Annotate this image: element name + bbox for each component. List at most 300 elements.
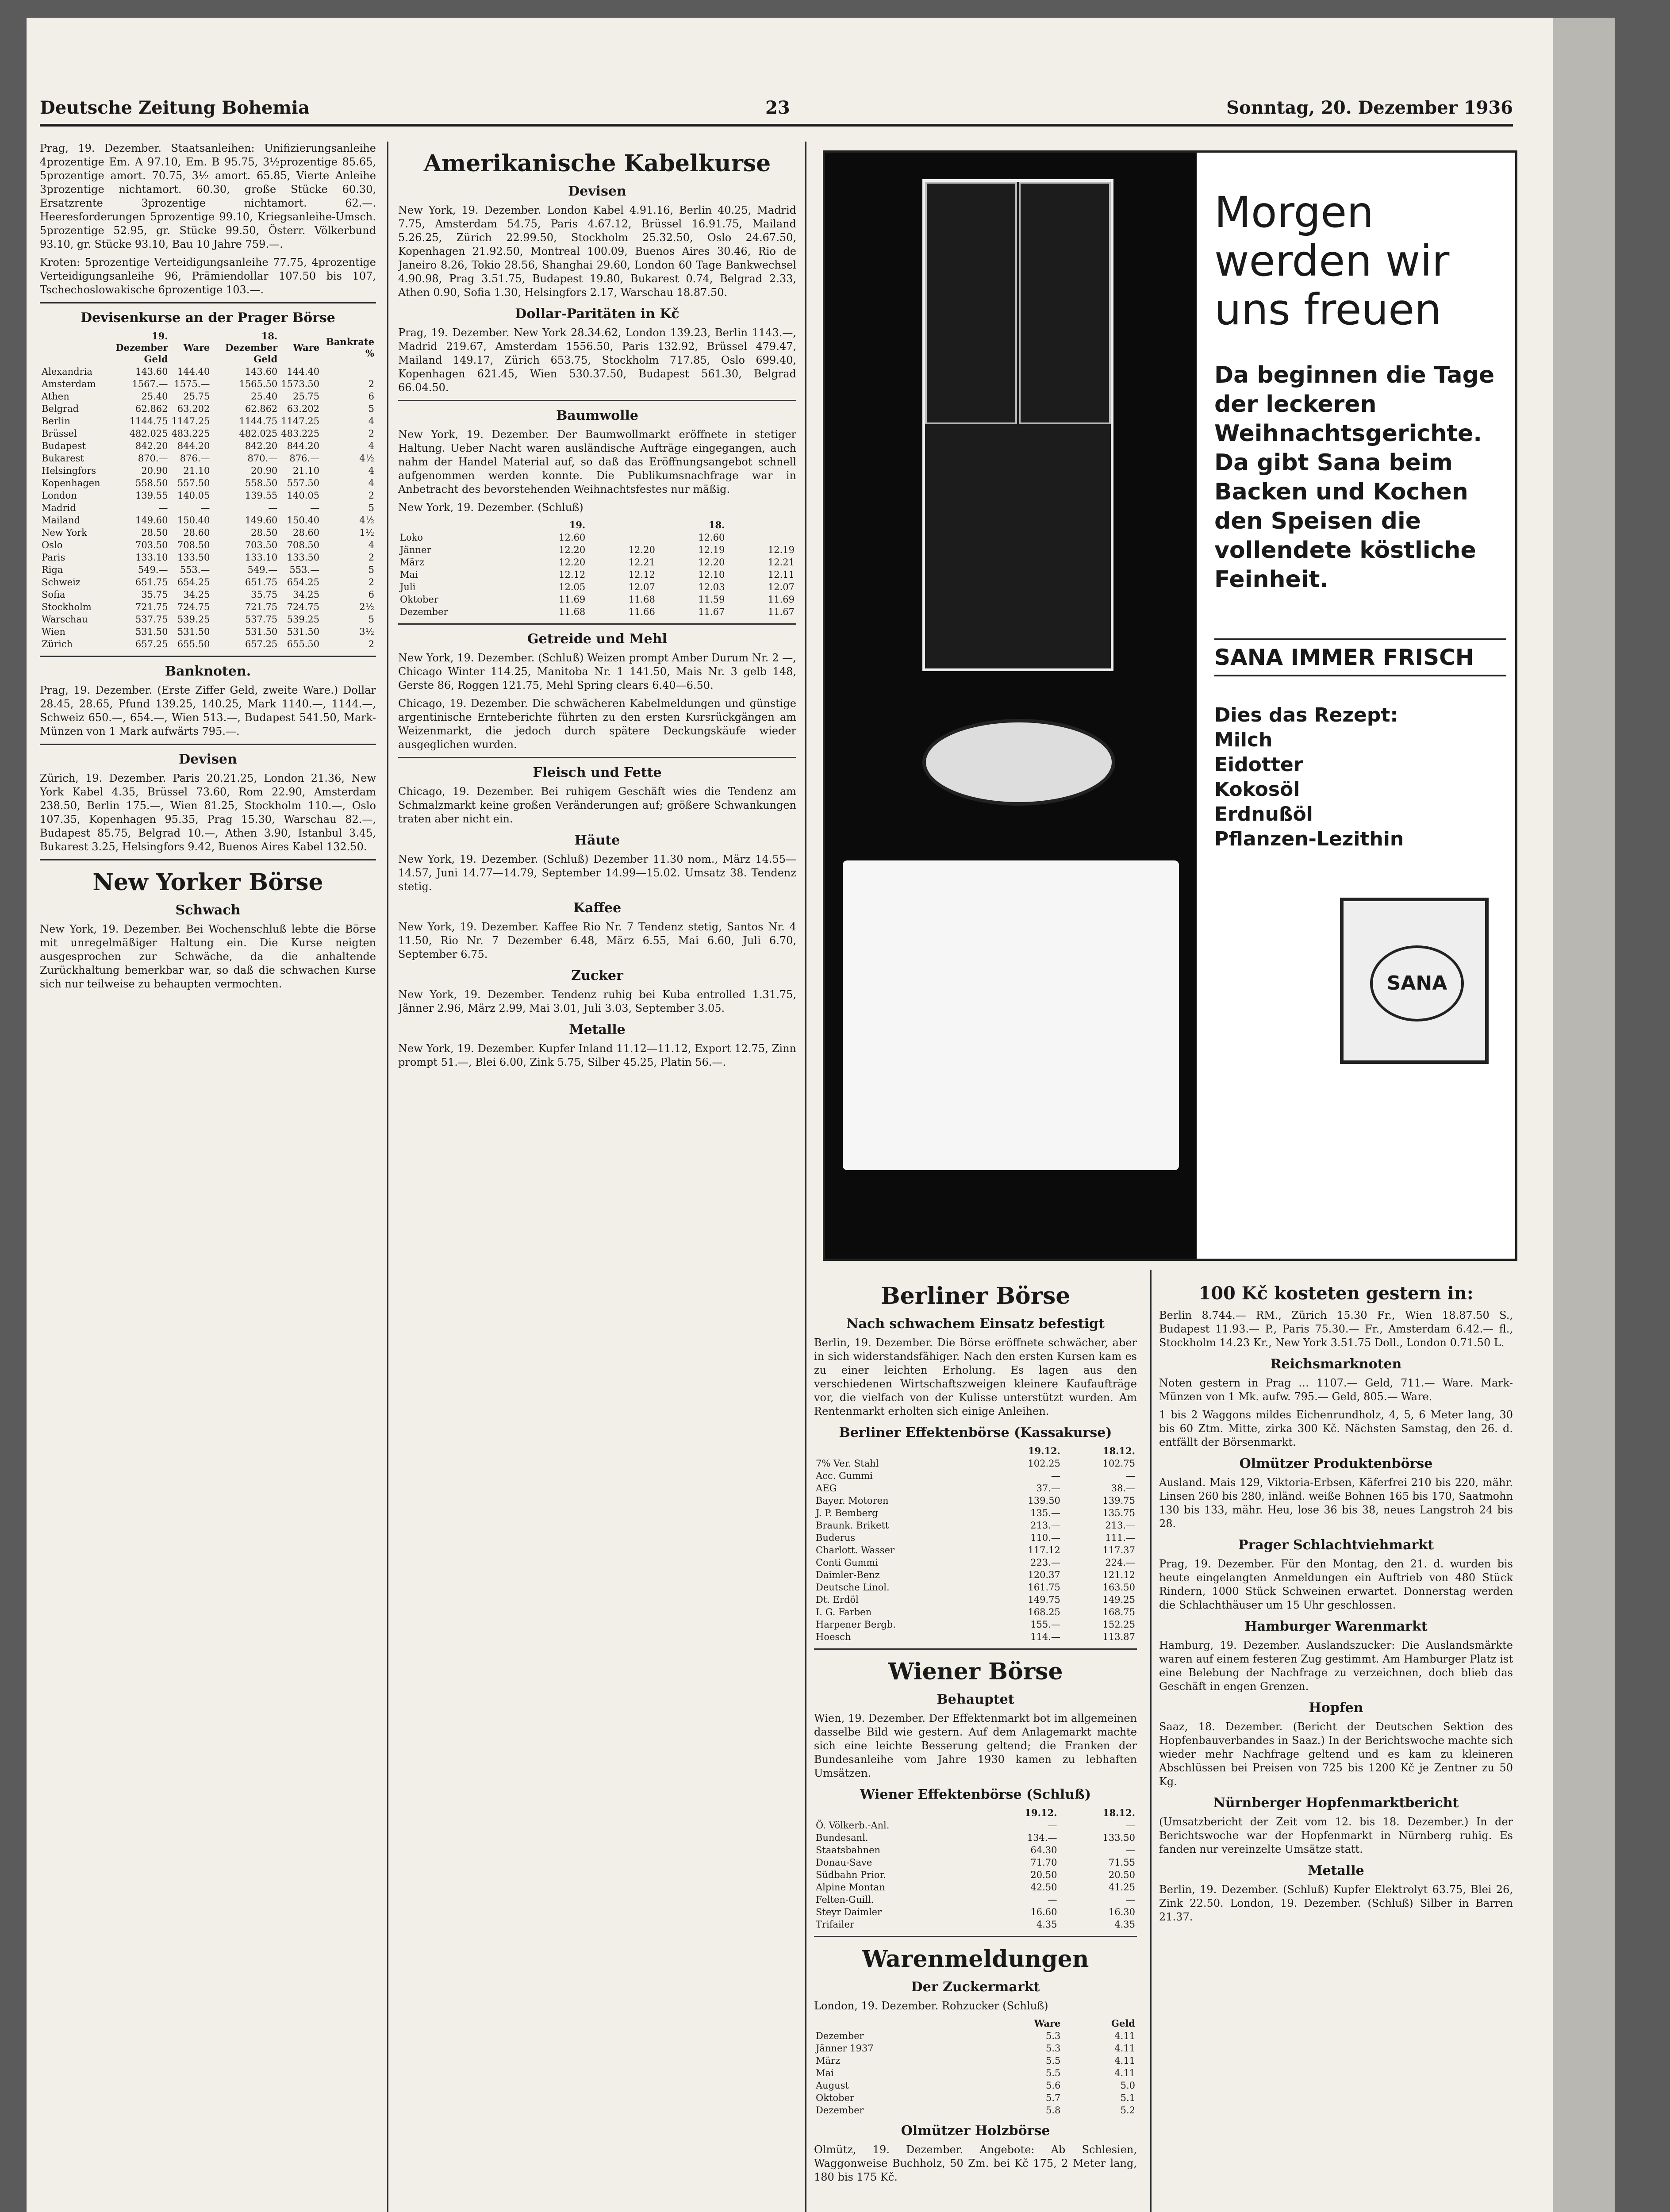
table-cell: 708.50 (287, 540, 320, 550)
table-cell: Donau-Save (816, 1857, 872, 1868)
table-row (40, 638, 376, 650)
column-rule (1150, 1270, 1152, 2212)
table-cell: Juli (400, 582, 416, 592)
table-cell: 657.25 (135, 639, 168, 649)
table-cell: 12.07 (628, 582, 655, 592)
table-cell: August (816, 2080, 849, 2091)
table-row (40, 403, 376, 415)
section-title: Wiener Börse (888, 1658, 1063, 1685)
column-rule (387, 142, 388, 2212)
table-cell: Oktober (400, 594, 438, 605)
table-cell: 224.— (1105, 1557, 1135, 1568)
table-cell: 20.90 (251, 465, 278, 476)
table-cell: 5.5 (1046, 2055, 1061, 2066)
table-cell: 558.50 (245, 478, 278, 488)
table-row (814, 1519, 1137, 1532)
table-cell: 20.90 (141, 465, 168, 476)
table-cell: — (200, 503, 210, 513)
table-cell: — (1048, 1894, 1057, 1905)
table-row (398, 556, 796, 568)
table-row (814, 1569, 1137, 1581)
table-cell: Paris (42, 552, 65, 563)
table-cell: Zürich (42, 639, 73, 649)
table-cell: 140.05 (287, 490, 320, 501)
table-cell: 4 (368, 441, 374, 451)
table-cell: 20.50 (1030, 1870, 1057, 1880)
table-cell: Wien (42, 626, 65, 637)
article-devisen-zuerich: Zürich, 19. Dezember. Paris 20.21.25, London 21.36, New York Kabel 4.35, Brüssel 73.60, Rom 22.90, Amsterdam 238.50, Berlin 175.—, Wien 81.25, Stockholm 110.—, Oslo 107.35, Kopenhagen 95.35, Prag 15.30, Warschau 82.—, Budapest 85.75, Belgrad 10.—, Athen 3.90, Istanbul 3.45, Bukarest 3.25, Helsingfors 9.42, Buenos Aires Kabel 132.50. (40, 772, 376, 853)
table-cell: 844.20 (177, 441, 210, 451)
recipe-item: Milch (1214, 729, 1273, 751)
table-cell: 71.70 (1030, 1857, 1057, 1868)
column-3 (814, 1274, 1137, 2212)
divider (40, 302, 376, 303)
table-cell: 1567.— (132, 379, 168, 389)
table-cell: 25.40 (251, 391, 278, 402)
table-cell: 155.— (1030, 1619, 1060, 1630)
table-cell: 2 (368, 490, 374, 501)
table-cell: Oslo (42, 540, 63, 550)
table-cell: 5.0 (1120, 2080, 1135, 2091)
divider (40, 859, 376, 860)
table-cell: 2 (368, 577, 374, 588)
table-cell: Sofia (42, 589, 65, 600)
table-cell: 63.202 (177, 403, 210, 414)
table-cell: 12.07 (768, 582, 795, 592)
table-cell: 152.25 (1102, 1619, 1135, 1630)
table-cell: März (816, 2055, 841, 2066)
table-row (814, 1906, 1137, 1918)
table-cell: 2 (368, 552, 374, 563)
article-staatsanleihen: Prag, 19. Dezember. Staatsanleihen: Unifizierungsanleihe 4prozentige Em. A 97.10, Em. B 95.75, 3½prozentige 85.65, 5prozentige amort. 70.75, 3½ amort. 65.85, Vierte Anleihe 3prozentige nichtamort. 60.30, große Stücke 60.30, Ersatzrente 3prozentige nichtamort. 62.—. Heeresforderungen 5prozentige 99.10, Kriegsanleihe-Umsch. 5prozentige 52.95, gr. Stücke 99.50, Österr. Völkerbund 93.10, gr. Stücke 93.10, Bau 10 Jahre 759.—. (40, 142, 376, 250)
table-header-cell: Ware (183, 342, 210, 353)
issue-date: Sonntag, 20. Dezember 1936 (1226, 97, 1513, 118)
table-cell: 4.35 (1036, 1919, 1057, 1930)
section-title: Kaffee (573, 900, 622, 916)
section-title: Warenmeldungen (862, 1946, 1089, 1973)
table-cell: 4.11 (1114, 2031, 1135, 2041)
table-cell: 12.12 (559, 569, 586, 580)
table-cell: 64.30 (1030, 1845, 1057, 1855)
table-header-cell (814, 1445, 987, 1457)
table-cell: 655.50 (287, 639, 320, 649)
table-cell: 1147.25 (281, 416, 320, 426)
table-cell: 842.20 (245, 441, 278, 451)
table-cell: — (268, 503, 278, 513)
table-cell: 2 (368, 428, 374, 439)
sana-advertisement (823, 150, 1517, 1261)
divider (398, 623, 796, 625)
table-cell: 557.50 (287, 478, 320, 488)
article-metalle-berlin: Berlin, 19. Dezember. (Schluß) Kupfer Elektrolyt 63.75, Blei 26, Zink 22.50. London, 19. Dezember. (Schluß) Silber in Barren 21.37. (1159, 1883, 1513, 1923)
table-row (814, 1832, 1137, 1844)
table-cell: 842.20 (135, 441, 168, 451)
article-kosteten: Berlin 8.744.— RM., Zürich 15.30 Fr., Wien 18.87.50 S., Budapest 11.93.— P., Paris 75.30.— Fr., Amsterdam 6.42.— fl., Stockholm 14.23 Kr., New York 3.51.75 Doll., London 0.71.50 L. (1159, 1309, 1513, 1349)
table-row (814, 1494, 1137, 1507)
table-row (40, 502, 376, 514)
table-cell: 549.— (247, 565, 278, 575)
table-row (398, 568, 796, 581)
table-cell: Trifailer (816, 1919, 854, 1930)
ad-recipe (1214, 703, 1506, 852)
table-cell: New York (42, 527, 87, 538)
table-cell: Helsingfors (42, 465, 96, 476)
table-cell: 163.50 (1102, 1582, 1135, 1593)
article-nuernberg: (Umsatzbericht der Zeit vom 12. bis 18. Dezember.) In der Berichtswoche war der Hopfenmarkt in Nürnberg ruhig. Es fanden nur vereinzelte Umsätze statt. (1159, 1816, 1513, 1855)
table-cell: 135.75 (1102, 1508, 1135, 1518)
table-cell: 483.225 (281, 428, 320, 439)
table-cell: 143.60 (135, 366, 168, 377)
table-cell: 5.6 (1046, 2080, 1061, 2091)
table-cell: 557.50 (177, 478, 210, 488)
table-cell: 11.69 (768, 594, 795, 605)
section-title: Reichsmarknoten (1270, 1356, 1402, 1372)
table-cell: Dezember (400, 607, 448, 617)
window-illustration (922, 179, 1113, 671)
table-cell: 12.20 (698, 557, 725, 568)
table-cell: 21.10 (293, 465, 320, 476)
table-row (40, 613, 376, 626)
table-header-cell: 18. Dezember Geld (225, 330, 278, 365)
section-title: Berliner Börse (880, 1283, 1071, 1310)
table-row (40, 427, 376, 440)
table-cell: 7% Ver. Stahl (816, 1458, 879, 1469)
table-cell: 537.75 (245, 614, 278, 625)
table-cell: 531.50 (177, 626, 210, 637)
zucker-table (814, 2017, 1137, 2116)
table-cell: 113.87 (1102, 1632, 1135, 1642)
section-subtitle: Schwach (175, 902, 241, 918)
table-cell: 724.75 (177, 602, 210, 612)
table-cell: Deutsche Linol. (816, 1582, 890, 1593)
table-cell: 11.67 (768, 607, 795, 617)
table-row (814, 1869, 1137, 1881)
table-row (40, 601, 376, 613)
table-cell: 651.75 (245, 577, 278, 588)
section-title: Häute (574, 833, 620, 848)
table-header-cell: Ware (1034, 2018, 1061, 2029)
article-reichsmark: Noten gestern in Prag … 1107.— Geld, 711.— Ware. Mark-Münzen von 1 Mk. aufw. 795.— Geld, 805.— Ware. (1159, 1377, 1513, 1403)
table-row (814, 1631, 1137, 1643)
recipe-item: Eidotter (1214, 753, 1303, 776)
table-cell: 28.60 (293, 527, 320, 538)
table-cell: 12.20 (559, 557, 586, 568)
table-row (398, 544, 796, 556)
table-cell: 4.11 (1114, 2068, 1135, 2078)
section-title: Hopfen (1309, 1700, 1363, 1716)
table-cell: 1147.25 (171, 416, 210, 426)
article-kaffee: New York, 19. Dezember. Kaffee Rio Nr. 7 Tendenz stetig, Santos Nr. 4 11.50, Rio Nr. 7 Dezember 6.48, März 6.55, Mai 6.60, Juli 6.70, September 6.75. (398, 921, 796, 960)
table-row (398, 531, 796, 544)
table-cell: 483.225 (171, 428, 210, 439)
table-cell: 42.50 (1030, 1882, 1057, 1893)
sana-package-illustration (1340, 898, 1489, 1064)
table-cell: 6 (368, 391, 374, 402)
table-cell: 140.05 (177, 490, 210, 501)
table-cell: 37.— (1036, 1483, 1060, 1494)
table-caption: London, 19. Dezember. Rohzucker (Schluß) (814, 2000, 1048, 2012)
divider (398, 400, 796, 401)
table-cell: 4 (368, 465, 374, 476)
table-row (814, 1556, 1137, 1569)
table-cell: — (1126, 1471, 1135, 1481)
table-cell: 5.2 (1120, 2105, 1135, 2116)
table-cell: Dezember (816, 2105, 864, 2116)
table-cell: 657.25 (245, 639, 278, 649)
table-row (40, 378, 376, 390)
table-cell: Berlin (42, 416, 70, 426)
table-cell: 1144.75 (239, 416, 278, 426)
table-cell: 4 (368, 540, 374, 550)
table-row (814, 1606, 1137, 1618)
section-title: Metalle (569, 1022, 626, 1037)
table-cell: Amsterdam (42, 379, 96, 389)
table-cell: 531.50 (245, 626, 278, 637)
table-cell: 12.19 (768, 545, 795, 555)
table-row (40, 576, 376, 588)
section-subtitle: Behauptet (937, 1692, 1014, 1707)
table-cell: I. G. Farben (816, 1607, 872, 1617)
table-cell: Bukarest (42, 453, 84, 464)
table-cell: 139.50 (1028, 1495, 1060, 1506)
section-subtitle: Devisen (568, 184, 626, 199)
table-row (40, 539, 376, 551)
table-cell: 213.— (1105, 1520, 1135, 1531)
table-cell: 5 (368, 614, 374, 625)
table-cell: Alpine Montan (816, 1882, 885, 1893)
table-cell: 139.75 (1102, 1495, 1135, 1506)
table-cell: 38.— (1111, 1483, 1135, 1494)
table-row (814, 1618, 1137, 1631)
table-header-cell: 19. Dezember Geld (115, 330, 168, 365)
table-cell: 149.75 (1028, 1594, 1060, 1605)
table-cell: 62.862 (245, 403, 278, 414)
table-header-cell: 18.12. (1102, 1807, 1135, 1818)
table-cell: — (1126, 1845, 1135, 1855)
table-cell: 25.75 (293, 391, 320, 402)
section-title: 100 Kč kosteten gestern in: (1198, 1283, 1474, 1304)
article-dollar: Prag, 19. Dezember. New York 28.34.62, London 139.23, Berlin 1143.—, Madrid 219.67, Amsterdam 1556.50, Paris 132.92, Brüssel 479.47, Mailand 149.17, Zürich 653.75, Stockholm 717.85, Oslo 699.40, Kopenhagen 621.45, Wien 530.37.50, Budapest 561.30, Belgrad 66.04.50. (398, 326, 796, 394)
table-header-cell: Geld (1111, 2018, 1135, 2029)
table-header-cell (587, 519, 657, 531)
section-title: Metalle (1308, 1863, 1364, 1878)
table-row (814, 2030, 1137, 2042)
article-kroten: Kroten: 5prozentige Verteidigungsanleihe 77.75, 4prozentige Verteidigungsanleihe 96, Prämiendollar 107.50 bis 107, Tschechoslowakische 6prozentige 103.—. (40, 256, 376, 296)
table-cell: 34.25 (293, 589, 320, 600)
table-row (814, 1594, 1137, 1606)
table-row (814, 1819, 1137, 1832)
table-caption: New York, 19. Dezember. (Schluß) (398, 501, 584, 514)
table-cell: 139.55 (135, 490, 168, 501)
section-title: Prager Schlachtviehmarkt (1238, 1537, 1434, 1553)
table-cell: Dt. Erdöl (816, 1594, 859, 1605)
table-cell: Acc. Gummi (816, 1471, 873, 1481)
recipe-item: Kokosöl (1214, 778, 1300, 801)
table-cell: Kopenhagen (42, 478, 100, 488)
table-cell: 149.60 (135, 515, 168, 526)
table-row (814, 1856, 1137, 1869)
table-row (40, 551, 376, 564)
table-header-cell (398, 519, 518, 531)
table-cell (587, 531, 657, 544)
article-hopfen: Saaz, 18. Dezember. (Bericht der Deutschen Sektion des Hopfenbauverbandes in Saaz.) In der Berichtswoche machte sich wieder mehr Nachfrage geltend und es kam zu kleineren Abschlüssen bei Preisen von 725 bis 1200 Kč je Zentner zu 50 Kg. (1159, 1720, 1513, 1788)
table-cell: Athen (42, 391, 69, 402)
table-cell: 114.— (1030, 1632, 1060, 1642)
table-cell: — (1126, 1820, 1135, 1831)
table-cell: 482.025 (129, 428, 168, 439)
table-cell: 12.60 (559, 532, 586, 543)
table-cell: Mailand (42, 515, 80, 526)
table-cell: 5 (368, 403, 374, 414)
table-cell: 5.3 (1046, 2031, 1061, 2041)
section-title: New Yorker Börse (92, 869, 323, 896)
table-cell: 870.— (138, 453, 168, 464)
table-cell: 2 (368, 379, 374, 389)
ad-subtext: Da beginnen die Tage der leckeren Weihnachtsgerichte. Da gibt Sana beim Backen und Kochen den Speisen die vollendete köstliche Feinheit. (1214, 362, 1495, 593)
table-cell: 703.50 (135, 540, 168, 550)
table-row (814, 1470, 1137, 1482)
newspaper-title: Deutsche Zeitung Bohemia (40, 97, 310, 118)
table-cell: 133.50 (177, 552, 210, 563)
table-cell: März (400, 557, 425, 568)
table-row (40, 452, 376, 465)
table-cell: 655.50 (177, 639, 210, 649)
table-cell: Mai (816, 2068, 834, 2078)
table-cell: 5.7 (1046, 2093, 1061, 2103)
table-cell: 539.25 (177, 614, 210, 625)
table-cell: 117.12 (1028, 1545, 1060, 1555)
table-cell: 651.75 (135, 577, 168, 588)
section-title: Nürnberger Hopfenmarktbericht (1213, 1795, 1459, 1811)
section-title: Wiener Effektenbörse (Schluß) (860, 1787, 1091, 1802)
table-cell: 12.10 (698, 569, 725, 580)
table-cell: 16.60 (1030, 1907, 1057, 1917)
table-cell: 34.25 (183, 589, 210, 600)
table-cell: 71.55 (1108, 1857, 1135, 1868)
table-cell: 553.— (180, 565, 210, 575)
ad-text-block (1214, 188, 1506, 852)
recipe-item: Pflanzen-Lezithin (1214, 828, 1404, 850)
table-cell: Braunk. Brikett (816, 1520, 889, 1531)
table-row (814, 1507, 1137, 1519)
table-cell: Oktober (816, 2093, 854, 2103)
table-cell: 12.19 (698, 545, 725, 555)
table-header-cell: 19. (569, 519, 586, 530)
table-row (40, 514, 376, 526)
table-row (40, 489, 376, 502)
divider (814, 1648, 1137, 1650)
table-cell: 1½ (359, 527, 374, 538)
table-cell: Buderus (816, 1532, 856, 1543)
table-row (814, 2067, 1137, 2079)
table-header-cell: 19.12. (1028, 1445, 1060, 1456)
table-cell: 876.— (289, 453, 320, 464)
table-cell: 134.— (1027, 1832, 1057, 1843)
article-fleisch: Chicago, 19. Dezember. Bei ruhigem Geschäft wies die Tendenz am Schmalzmarkt keine großen Veränderungen auf; größere Schwankungen traten aber nicht ein. (398, 785, 796, 825)
table-cell: 721.75 (245, 602, 278, 612)
table-row (40, 365, 376, 378)
article-berlin: Berlin, 19. Dezember. Die Börse eröffnete schwächer, aber in sich widerstandsfähiger. Nach den ersten Kursen kam es zu einer leichten Erholung. Es lagen aus den verschiedenen Wirtschaftszweigen kleinere Kaufaufträge vor, die vielfach von der Kulisse unterstützt wurden. Am Rentenmarkt erholten sich einige Anleihen. (814, 1336, 1137, 1417)
table-cell: 12.21 (628, 557, 655, 568)
table-cell: 12.60 (698, 532, 725, 543)
table-cell: 1144.75 (129, 416, 168, 426)
table-cell: 5 (368, 503, 374, 513)
table-cell: 12.20 (628, 545, 655, 555)
table-cell: Staatsbahnen (816, 1845, 881, 1855)
section-title: Dollar-Paritäten in Kč (515, 306, 680, 322)
article-schlachtvieh: Prag, 19. Dezember. Für den Montag, den 21. d. wurden bis heute eingelangten Anmeldungen ein Auftrieb von 480 Stück Rindern, 1000 Stück Schweinen erwartet. Donnerstag werden die Schlachthäuser um 15 Uhr geschlossen. (1159, 1558, 1513, 1611)
article-produkten: Ausland. Mais 129, Viktoria-Erbsen, Käferfrei 210 bis 220, mähr. Linsen 260 bis 280, inländ. weiße Bohnen 165 bis 170, Saatmohn 130 bis 133, mähr. Heu, lose 36 bis 38, neues Langstroh 24 bis 28. (1159, 1476, 1513, 1530)
article-newyork: New York, 19. Dezember. Bei Wochenschluß lebte die Börse mit unregelmäßiger Haltung ein. Die Kurse neigten ausgesprochen zur Schwäche, da die anhaltende Zurückhaltung bemerkbar war, so daß die schwachen Kurse sich nur teilweise zu behaupten vermochten. (40, 923, 376, 990)
table-cell: Brüssel (42, 428, 77, 439)
table-cell: 4½ (359, 515, 374, 526)
table-row (814, 1881, 1137, 1893)
table-cell: 1575.— (174, 379, 210, 389)
table-cell: 5.5 (1046, 2068, 1061, 2078)
section-title: Amerikanische Kabelkurse (423, 150, 771, 177)
table-cell: J. P. Bemberg (816, 1508, 878, 1518)
table-cell: Budapest (42, 441, 86, 451)
table-cell: 4.35 (1114, 1919, 1135, 1930)
article-chicago: Chicago, 19. Dezember. Die schwächeren Kabelmeldungen und günstige argentinische Ernteberichte führten zu den ersten Kursrückgängen am Weizenmarkt, die jedoch durch spätere Deckungskäufe wieder ausgeglichen wurden. (398, 697, 796, 751)
article-getreide: New York, 19. Dezember. (Schluß) Weizen prompt Amber Durum Nr. 2 —, Chicago Winter 114.25, Manitoba Nr. 1 141.50, Mais Nr. 3 gelb 148, Gerste 86, Roggen 121.75, Mehl Spring clears 6.40—6.50. (398, 652, 796, 691)
article-hamburg: Hamburg, 19. Dezember. Auslandszucker: Die Auslandsmärkte waren auf einem festeren Zug gestimmt. Am Hamburger Platz ist eine Belebung der Nachfrage zu verzeichnen, doch blieb das Geschäft in engen Grenzen. (1159, 1639, 1513, 1693)
table-cell: 11.69 (559, 594, 586, 605)
table-cell: 168.75 (1102, 1607, 1135, 1617)
divider (40, 744, 376, 745)
table-cell: — (310, 503, 320, 513)
section-subtitle: Der Zuckermarkt (911, 1979, 1040, 1995)
table-cell: 25.75 (183, 391, 210, 402)
table-cell: 35.75 (141, 589, 168, 600)
table-cell: 11.66 (628, 607, 655, 617)
section-title: Zucker (571, 968, 623, 983)
table-cell: 223.— (1030, 1557, 1060, 1568)
ad-headline: Morgen werden wir uns freuen (1214, 188, 1450, 334)
section-title: Olmützer Produktenbörse (1239, 1456, 1433, 1471)
divider (814, 1936, 1137, 1937)
table-cell: 133.50 (1102, 1832, 1135, 1843)
table-cell: 28.50 (141, 527, 168, 538)
table-cell: Jänner (400, 545, 431, 555)
article-wien: Wien, 19. Dezember. Der Effektenmarkt bot im allgemeinen dasselbe Bild wie gestern. Auf dem Anlagemarkt machte sich eine leichte Besserung geltend; die Franken der Bundesanleihe vom Jahre 1930 kamen zu lebhaften Umsätzen. (814, 1712, 1137, 1779)
table-row (814, 1581, 1137, 1594)
table-cell: 531.50 (287, 626, 320, 637)
page-number: 23 (765, 97, 790, 118)
section-title: Devisen (179, 752, 237, 767)
table-cell: 150.40 (177, 515, 210, 526)
table-row (40, 626, 376, 638)
table-row (814, 1844, 1137, 1856)
table-cell: 531.50 (135, 626, 168, 637)
table-cell: 539.25 (287, 614, 320, 625)
table-cell: 150.40 (287, 515, 320, 526)
table-cell: 12.03 (698, 582, 725, 592)
ad-slogan: SANA IMMER FRISCH (1214, 638, 1506, 676)
table-cell: 111.— (1105, 1532, 1135, 1543)
table-row (814, 1544, 1137, 1556)
table-cell: 144.40 (287, 366, 320, 377)
section-title: Getreide und Mehl (527, 631, 667, 647)
table-cell: 143.60 (245, 366, 278, 377)
table-cell: 549.— (138, 565, 168, 575)
table-cell: Südbahn Prior. (816, 1870, 886, 1880)
table-cell: 553.— (289, 565, 320, 575)
table-cell: 5.8 (1046, 2105, 1061, 2116)
table-row (814, 2042, 1137, 2055)
section-title: Devisenkurse an der Prager Börse (81, 310, 335, 326)
table-cell: 703.50 (245, 540, 278, 550)
